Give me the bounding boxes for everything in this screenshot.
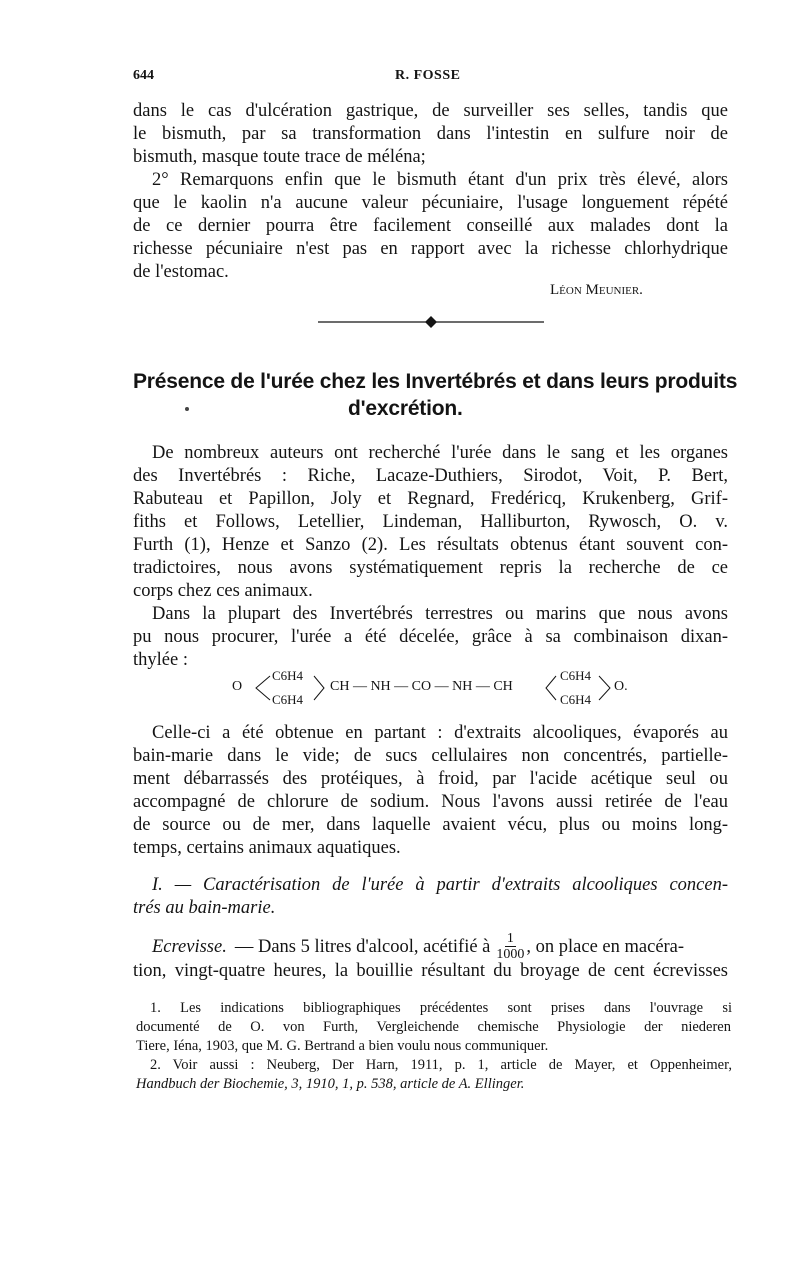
formula-c6h4-top-left: C6H4 <box>272 668 304 683</box>
para2-line-1: Dans la plupart des Invertébrés terrestres ou marins que nous avons <box>152 604 728 624</box>
ecrevisse-line-2: tion, vingt-quatre heures, la bouillie résultant du broyage de cent écrevisses <box>133 961 728 981</box>
intro-line-3: Rabuteau et Papillon, Joly et Regnard, Fredéricq, Krukenberg, Grif- <box>133 489 728 509</box>
prev-line-7: richesse pécuniaire n'est pas en rapport avec la richesse chlorhydrique <box>133 239 728 259</box>
footnote-2-line-2: Handbuch der Biochemie, 3, 1910, 1, p. 538, article de A. Ellinger. <box>136 1076 525 1092</box>
footnote-1-line-2: documenté de O. von Furth, Vergleichende chemische Physiologie der niederen <box>136 1019 731 1035</box>
para2-line-3: thylée : <box>133 650 188 670</box>
intro-line-4: fiths et Follows, Letellier, Lindeman, Halliburton, Rywosch, O. v. <box>133 512 728 532</box>
ink-speck <box>185 407 189 411</box>
para3-line-6: temps, certains animaux aquatiques. <box>133 838 401 858</box>
prev-line-2: le bismuth, par sa transformation dans l'intestin en sulfure noir de <box>133 124 728 144</box>
section-heading-line-2: trés au bain-marie. <box>133 898 276 918</box>
intro-line-2: des Invertébrés : Riche, Lacaze-Duthiers, Sirodot, Voit, P. Bert, <box>133 466 728 486</box>
bond-left-open <box>256 676 270 700</box>
fraction-denominator: 1000 <box>496 947 525 962</box>
signature: Léon Meunier. <box>550 282 643 298</box>
formula-oxygen-right: O. <box>614 679 628 694</box>
prev-line-6: de ce dernier pourra être facilement conseillé aux malades dont la <box>133 216 728 236</box>
formula-c6h4-top-right: C6H4 <box>560 668 592 683</box>
prev-line-5: que le kaolin n'a aucune valeur pécuniaire, l'usage longuement répété <box>133 193 728 213</box>
prev-line-1: dans le cas d'ulcération gastrique, de surveiller ses selles, tandis que <box>133 101 728 121</box>
bond-left-close <box>314 676 324 700</box>
intro-line-6: tradictoires, nous avons systématiquement repris la recherche de ce <box>133 558 728 578</box>
bond-right-open <box>546 676 556 700</box>
ecrevisse-label: Ecrevisse. <box>152 937 227 957</box>
section-heading-line-1: I. — Caractérisation de l'urée à partir d'extraits alcooliques concen- <box>152 875 728 895</box>
para3-line-3: ment débarrassés des protéiques, à froid, par l'acide acétique seul ou <box>133 769 728 789</box>
footnote-2-line-1: 2. Voir aussi : Neuberg, Der Harn, 1911, p. 1, article de Mayer, et Oppenheimer, <box>150 1057 732 1073</box>
prev-line-8: de l'estomac. <box>133 262 229 282</box>
footnote-1-line-3: Tiere, Iéna, 1903, que M. G. Bertrand a bien voulu nous communiquer. <box>136 1038 549 1054</box>
formula-c6h4-bottom-right: C6H4 <box>560 692 592 707</box>
para2-line-2: pu nous procurer, l'urée a été décelée, grâce à sa combinaison dixan- <box>133 627 728 647</box>
bond-right-close <box>599 676 610 700</box>
article-title-line-1: Présence de l'urée chez les Invertébrés et dans leurs produits <box>133 370 738 393</box>
para3-line-2: bain-marie dans le vide; de sucs cellulaires non concentrés, partielle- <box>133 746 728 766</box>
para3-line-1: Celle-ci a été obtenue en partant : d'extraits alcooliques, évaporés au <box>152 723 728 743</box>
ecrevisse-line-1 <box>152 932 728 963</box>
ecrevisse-text: — Dans 5 litres d'alcool, acétifié à <box>234 937 491 957</box>
para3-line-5: de source ou de mer, dans laquelle avaient vécu, plus ou moins long- <box>133 815 728 835</box>
intro-line-5: Furth (1), Henze et Sanzo (2). Les résultats obtenus étant souvent con- <box>133 535 728 555</box>
formula-bonds <box>244 668 634 710</box>
prev-line-3: bismuth, masque toute trace de méléna; <box>133 147 426 167</box>
fraction <box>496 931 524 962</box>
intro-line-7: corps chez ces animaux. <box>133 581 313 601</box>
diamond-icon <box>425 316 437 328</box>
formula-urea-chain: CH — NH — CO — NH — CH <box>330 679 513 694</box>
intro-line-1: De nombreux auteurs ont recherché l'urée dans le sang et les organes <box>152 443 728 463</box>
formula-c6h4-bottom-left: C6H4 <box>272 692 304 707</box>
separator-ornament <box>318 315 544 329</box>
page-number: 644 <box>133 68 154 83</box>
running-title: R. FOSSE <box>395 68 461 83</box>
ecrevisse-text-end: , on place en macéra- <box>526 937 685 957</box>
prev-line-4: 2° Remarquons enfin que le bismuth étant d'un prix très élevé, alors <box>152 170 728 190</box>
fraction-numerator: 1 <box>506 931 514 946</box>
para3-line-4: accompagné de chlorure de sodium. Nous l'avons aussi retirée de l'eau <box>133 792 728 812</box>
footnote-1-line-1: 1. Les indications bibliographiques précédentes sont prises dans l'ouvrage si <box>150 1000 732 1016</box>
article-title-line-2: d'excrétion. <box>348 397 463 420</box>
formula-oxygen-left: O <box>232 679 243 694</box>
